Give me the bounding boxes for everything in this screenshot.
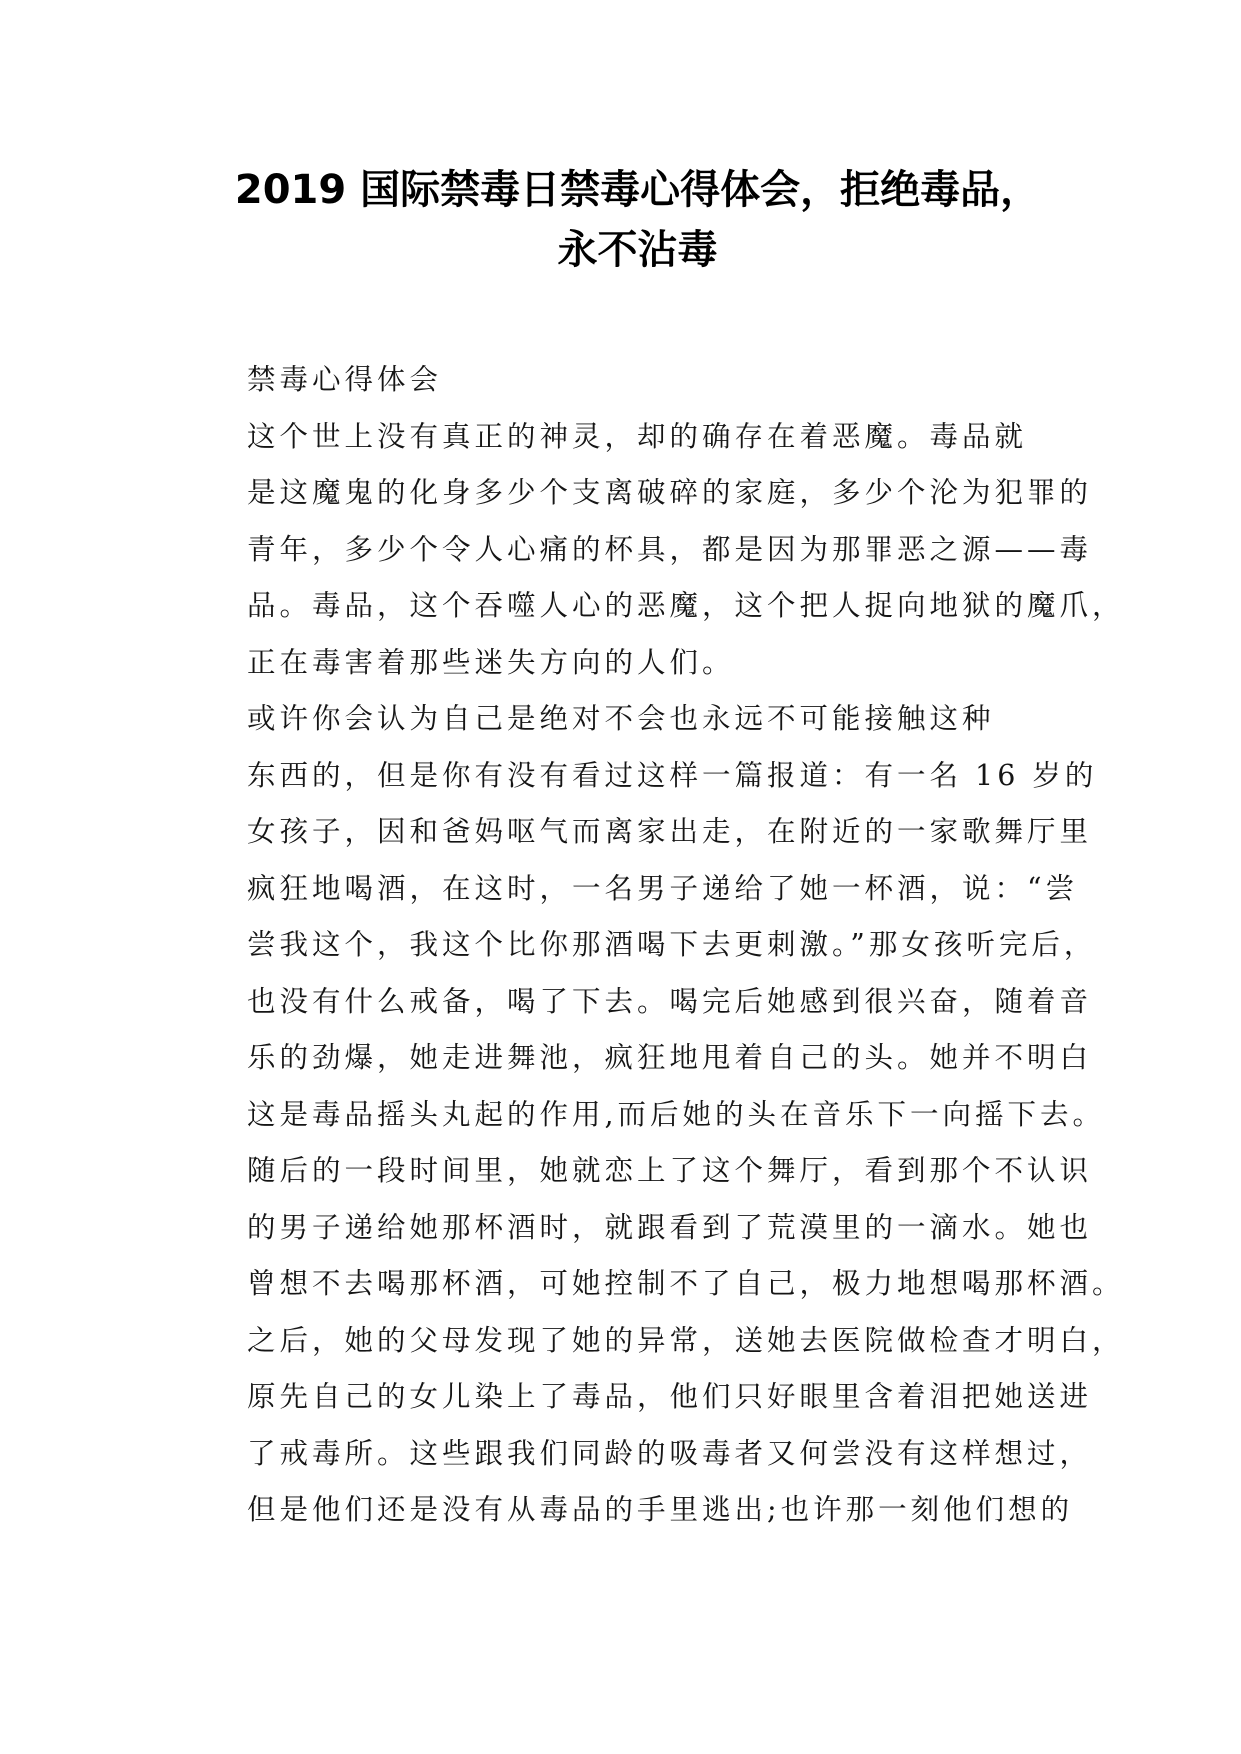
text-line: 这个世上没有真正的神灵，却的确存在着恶魔。毒品就 — [247, 419, 1028, 453]
text-line: 也没有什么戒备，喝了下去。喝完后她感到很兴奋，随着音 — [247, 984, 1093, 1018]
text-line: 女孩子，因和爸妈呕气而离家出走，在附近的一家歌舞厅里 — [247, 815, 1093, 848]
text-line: 正在毒害着那些迷失方向的人们。 — [247, 645, 735, 679]
text-line: 但是他们还是没有从毒品的手里逃出;也许那一刻他们想的 — [247, 1493, 1074, 1526]
text-line: 青年，多少个令人心痛的杯具，都是因为那罪恶之源——毒 — [247, 532, 1093, 566]
text-line: 品。毒品，这个吞噬人心的恶魔，这个把人捉向地狱的魔爪， — [247, 589, 1125, 622]
text-line: 之后，她的父母发现了她的异常，送她去医院做检查才明白， — [247, 1323, 1125, 1357]
text-line: 原先自己的女儿染上了毒品，他们只好眼里含着泪把她送进 — [247, 1380, 1093, 1413]
paragraph-2 — [190, 691, 1125, 1539]
text-line: 乐的劲爆，她走进舞池，疯狂地甩着自己的头。她并不明白 — [247, 1041, 1093, 1074]
text-line: 随后的一段时间里，她就恋上了这个舞厅，看到那个不认识 — [247, 1154, 1093, 1187]
text-line: 曾想不去喝那杯酒，可她控制不了自己，极力地想喝那杯酒。 — [247, 1267, 1125, 1300]
text-line: 疯狂地喝酒，在这时，一名男子递给了她一杯酒，说：“尝 — [247, 871, 1079, 905]
title-line-1: 2019 国际禁毒日禁毒心得体会，拒绝毒品， — [234, 167, 1041, 213]
text-line: 或许你会认为自己是绝对不会也永远不可能接触这种 — [247, 702, 995, 735]
text-line: 这是毒品摇头丸起的作用,而后她的头在音乐下一向摇下去。 — [247, 1097, 1106, 1131]
paragraph-1 — [190, 409, 1125, 692]
document-title — [185, 160, 1090, 280]
document-body — [190, 352, 1125, 1539]
section-heading: 禁毒心得体会 — [247, 363, 443, 396]
text-line: 的男子递给她那杯酒时，就跟看到了荒漠里的一滴水。她也 — [247, 1210, 1093, 1244]
text-line: 东西的，但是你有没有看过这样一篇报道：有一名 16 岁的 — [247, 758, 1098, 792]
text-line: 是这魔鬼的化身多少个支离破碎的家庭，多少个沦为犯罪的 — [247, 476, 1093, 509]
title-line-2: 永不沾毒 — [557, 227, 718, 273]
text-line: 了戒毒所。这些跟我们同龄的吸毒者又何尝没有这样想过， — [247, 1436, 1093, 1470]
text-line: 尝我这个，我这个比你那酒喝下去更刺激。”那女孩听完后， — [247, 928, 1097, 961]
